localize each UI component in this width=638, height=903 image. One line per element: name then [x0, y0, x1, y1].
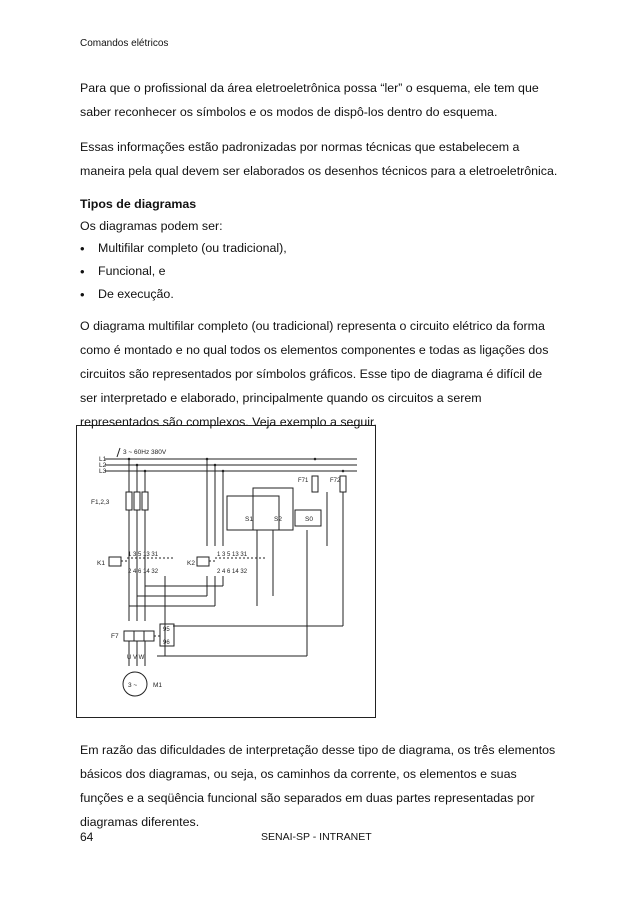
footer-source: SENAI-SP - INTRANET	[261, 831, 372, 843]
k2-contacts-top: 1 3 5 13 31	[217, 552, 248, 558]
k2-contacts-bottom: 2 4 6 14 32	[217, 569, 248, 575]
s2-label: S2	[274, 516, 282, 523]
k1-contacts-bottom: 2 4 6 14 32	[128, 569, 159, 575]
k1-label: K1	[97, 560, 105, 567]
motor-symbol: 3 ~	[128, 682, 138, 689]
list-item: • De execução.	[80, 283, 287, 306]
section-heading: Tipos de diagramas	[80, 197, 197, 211]
motor-label: M1	[153, 682, 163, 689]
motor-terminals: U V W	[127, 655, 145, 661]
paragraph-multifilar: O diagrama multifilar completo (ou tradicional) representa o circuito elétrico da forma como é montado e no qual todos os elementos componentes e todas as ligações dos circuitos são representados por símbolos gráficos. Esse tipo de diagrama é difícil de ser interpretado e elaborado, principalmente quando os circuitos a serem representados são complexos. Veja exemplo a seguir.	[80, 319, 549, 429]
k2-label: K2	[187, 560, 195, 567]
k1-contacts-top: 1 3 5 13 31	[128, 552, 159, 558]
line-l3-label: L3	[99, 468, 107, 475]
fuses-main-label: F1,2,3	[91, 499, 110, 506]
f7-contact-96: 96	[163, 640, 170, 646]
list-lead: Os diagramas podem ser:	[80, 219, 223, 233]
f7-contact-95: 95	[163, 627, 170, 633]
bullet-icon: •	[80, 287, 85, 302]
f7-label: F7	[111, 633, 119, 640]
paragraph-intro: Para que o profissional da área eletroeletrônica possa “ler” o esquema, ele tem que saber reconhecer os símbolos e os modos de dispô-los dentro do esquema.	[80, 81, 539, 119]
bullet-icon: •	[80, 264, 85, 279]
diagram-types-list	[80, 237, 287, 306]
running-header: Comandos elétricos	[80, 38, 169, 49]
supply-label: 3 ~ 60Hz 380V	[123, 449, 167, 456]
f72-label: F72	[330, 478, 341, 484]
multifilar-diagram-figure	[76, 425, 376, 718]
list-item: • Funcional, e	[80, 260, 287, 283]
paragraph-separation: Em razão das dificuldades de interpretação desse tipo de diagrama, os três elementos básicos dos diagramas, ou seja, os caminhos da corrente, os elementos e suas funções e a seqüência funcional são separados em duas partes representadas por diagramas diferentes.	[80, 743, 556, 829]
bullet-icon: •	[80, 241, 85, 256]
line-l2-label: L2	[99, 462, 107, 469]
line-l1-label: L1	[99, 456, 107, 463]
list-item: • Multifilar completo (ou tradicional),	[80, 237, 287, 260]
page-number: 64	[80, 830, 94, 844]
s0-label: S0	[305, 516, 313, 523]
s1-label: S1	[245, 516, 253, 523]
f71-label: F71	[298, 478, 309, 484]
paragraph-standards: Essas informações estão padronizadas por normas técnicas que estabelecem a maneira pela qual devem ser elaborados os desenhos técnicos para a eletroeletrônica.	[80, 140, 558, 178]
wiring-diagram	[77, 426, 375, 717]
